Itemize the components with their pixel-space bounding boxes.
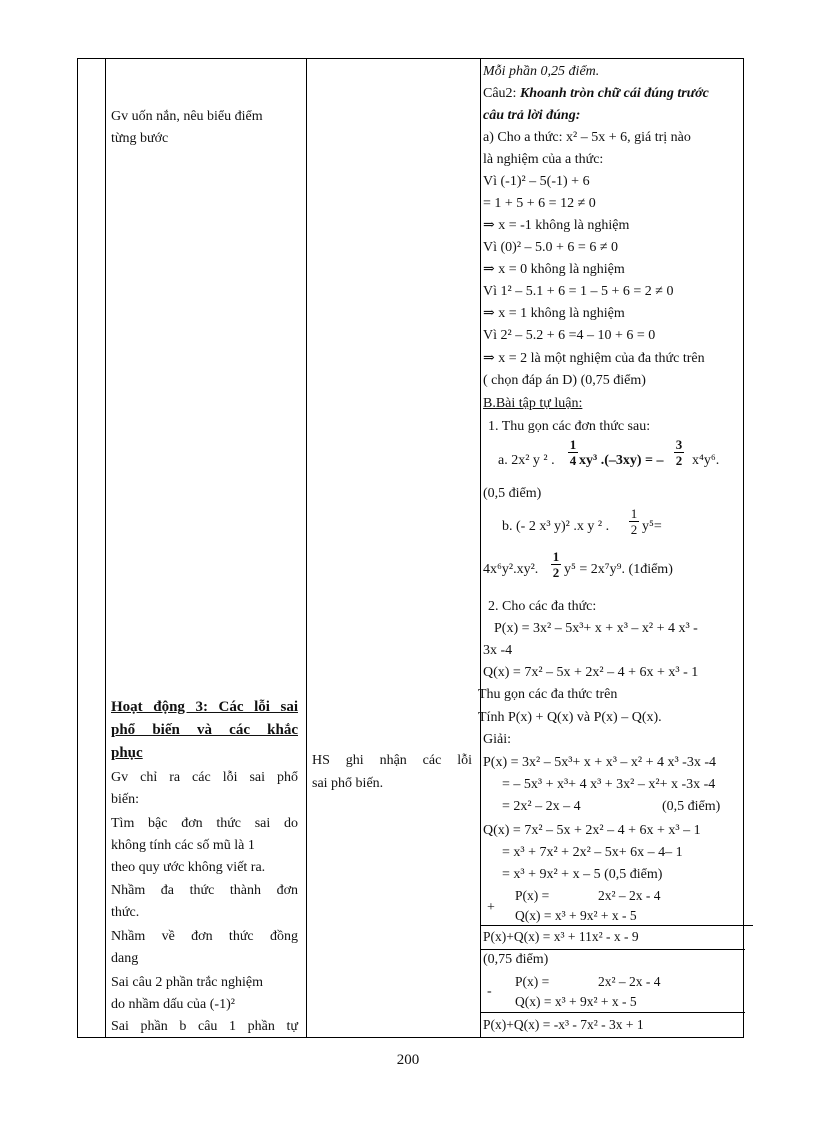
- column-operand: P(x) =: [515, 888, 550, 903]
- error-item: Nhầm về đơn thức đồng: [111, 929, 298, 944]
- polynomial-line: 3x -4: [483, 643, 513, 658]
- solution-line: Vì 2² – 5.2 + 6 =4 – 10 + 6 = 0: [483, 328, 656, 343]
- solution-line: a) Cho a thức: x² – 5x + 6, giá trị nào: [483, 130, 691, 145]
- solution-line: ( chọn đáp án D) (0,75 điểm): [483, 373, 646, 388]
- question-instruction: Khoanh tròn chữ cái đúng trước: [519, 86, 709, 101]
- error-item: do nhầm dấu của (-1)²: [111, 997, 235, 1012]
- error-item: không tính các số mũ là 1: [111, 838, 255, 853]
- column-operand: 2x² – 2x - 4: [598, 974, 661, 989]
- student-note: HS ghi nhận các lỗi: [312, 753, 472, 768]
- error-item: theo quy ước không viết ra.: [111, 860, 266, 875]
- solution-line: Vì 1² – 5.1 + 6 = 1 – 5 + 6 = 2 ≠ 0: [483, 284, 674, 299]
- solution-line: = x³ + 9x² + x – 5 (0,5 điểm): [502, 867, 663, 882]
- exercise-title: 1. Thu gọn các đơn thức sau:: [488, 419, 651, 434]
- question-instruction: câu trả lời đúng:: [483, 108, 581, 123]
- polynomial-line: P(x) = 3x² – 5x³+ x + x³ – x² + 4 x³ -: [494, 621, 698, 636]
- solution-line: = – 5x³ + x³+ 4 x³ + 3x² – x²+ x -3x -4: [502, 777, 716, 792]
- solution-line: là nghiệm của a thức:: [483, 152, 604, 167]
- column-operand: Q(x) = x³ + 9x² + x - 5: [515, 994, 637, 1009]
- solution-line: = 2x² – 2x – 4: [502, 799, 581, 814]
- student-note: sai phổ biến.: [312, 776, 384, 791]
- score-line: (0,75 điểm): [483, 952, 549, 967]
- fraction-denominator: 2: [630, 522, 638, 537]
- activity3-heading: phổ biến và các khắc: [111, 722, 298, 738]
- fraction-numerator: 3: [675, 437, 683, 452]
- feedback-line: Gv uốn nắn, nêu biểu điểm: [111, 109, 263, 124]
- activity3-heading: Hoạt động 3: Các lỗi sai: [111, 699, 298, 715]
- column-result: P(x)+Q(x) = x³ + 11x² - x - 9: [483, 929, 639, 944]
- solution-line: Q(x) = 7x² – 5x + 2x² – 4 + 6x + x³ – 1: [483, 823, 701, 838]
- error-item: Tìm bậc đơn thức sai do: [111, 816, 298, 831]
- minus-sign: -: [487, 984, 492, 999]
- score-line: (0,5 điểm): [662, 799, 721, 814]
- exercise-title: 2. Cho các đa thức:: [488, 599, 597, 614]
- column-result: P(x)+Q(x) = -x³ - 7x² - 3x + 1: [483, 1017, 644, 1032]
- fraction-numerator: 1: [630, 506, 638, 521]
- column-operand: 2x² – 2x - 4: [598, 888, 661, 903]
- solution-line: ⇒ x = 0 không là nghiệm: [483, 262, 625, 277]
- fraction: [568, 437, 578, 468]
- solution-line: Thu gọn các đa thức trên: [478, 687, 618, 702]
- fraction-denominator: 4: [569, 453, 577, 468]
- solution-line: = 1 + 5 + 6 = 12 ≠ 0: [483, 196, 596, 211]
- fraction: [674, 437, 684, 468]
- solution-cell: [480, 59, 745, 1037]
- polynomial-line: Q(x) = 7x² – 5x + 2x² – 4 + 6x + x³ - 1: [483, 665, 699, 680]
- fraction-numerator: 1: [552, 549, 560, 564]
- score-note: Mỗi phần 0,25 điểm.: [483, 64, 600, 79]
- error-item: Nhầm đa thức thành đơn: [111, 883, 298, 898]
- column-operand: Q(x) = x³ + 9x² + x - 5: [515, 908, 637, 923]
- page-number: 200: [396, 1052, 420, 1068]
- fraction-numerator: 1: [569, 437, 577, 452]
- plus-sign: +: [487, 900, 495, 915]
- fraction: [629, 506, 639, 537]
- exercise-b-part4: y⁵ = 2x⁷y⁹. (1điểm): [564, 562, 673, 577]
- score-line: (0,5 điểm): [483, 486, 542, 501]
- solution-line: P(x) = 3x² – 5x³+ x + x³ – x² + 4 x³ -3x -4: [483, 755, 717, 770]
- solution-line: Tính P(x) + Q(x) và P(x) – Q(x).: [478, 710, 662, 725]
- errors-intro: Gv chỉ ra các lỗi sai phổ: [111, 770, 298, 785]
- solution-line: Vì (-1)² – 5(-1) + 6: [483, 174, 590, 189]
- fraction: [551, 549, 561, 580]
- student-activity-cell: [306, 59, 480, 1037]
- question-number: Câu2:: [483, 86, 520, 101]
- error-item: thức.: [111, 905, 140, 920]
- solution-line: ⇒ x = -1 không là nghiệm: [483, 218, 630, 233]
- error-item: Sai phần b câu 1 phần tự: [111, 1019, 298, 1034]
- activity3-heading: phục: [111, 745, 143, 761]
- exercise-b-part3: 4x⁶y².xy².: [483, 562, 539, 577]
- teacher-activity-cell: [105, 59, 306, 1037]
- feedback-line: từng bước: [111, 131, 169, 146]
- fraction-denominator: 2: [552, 565, 560, 580]
- exercise-a-part3: x⁴y⁶.: [692, 453, 720, 468]
- error-item: dang: [111, 951, 139, 966]
- exercise-b-part2: y⁵=: [642, 519, 662, 534]
- error-item: Sai câu 2 phần trắc nghiệm: [111, 975, 264, 990]
- question-label: [483, 83, 709, 105]
- fraction-denominator: 2: [675, 453, 683, 468]
- exercise-a-part1: a. 2x² y ² .: [498, 453, 555, 468]
- column-operand: P(x) =: [515, 974, 550, 989]
- solution-line: ⇒ x = 2 là một nghiệm của đa thức trên: [483, 351, 705, 366]
- exercise-a-part2: xy³ .(–3xy) = –: [579, 453, 664, 468]
- lesson-table: [77, 58, 744, 1038]
- errors-intro: biến:: [111, 792, 139, 807]
- section-heading: B.Bài tập tự luận:: [483, 396, 583, 411]
- difference-rule: [480, 1012, 745, 1013]
- solution-line: Giải:: [483, 732, 511, 747]
- solution-line: Vì (0)² – 5.0 + 6 = 6 ≠ 0: [483, 240, 618, 255]
- solution-line: ⇒ x = 1 không là nghiệm: [483, 306, 625, 321]
- solution-line: = x³ + 7x² + 2x² – 5x+ 6x – 4– 1: [502, 845, 683, 860]
- exercise-b-part1: b. (- 2 x³ y)² .x y ² .: [502, 519, 610, 534]
